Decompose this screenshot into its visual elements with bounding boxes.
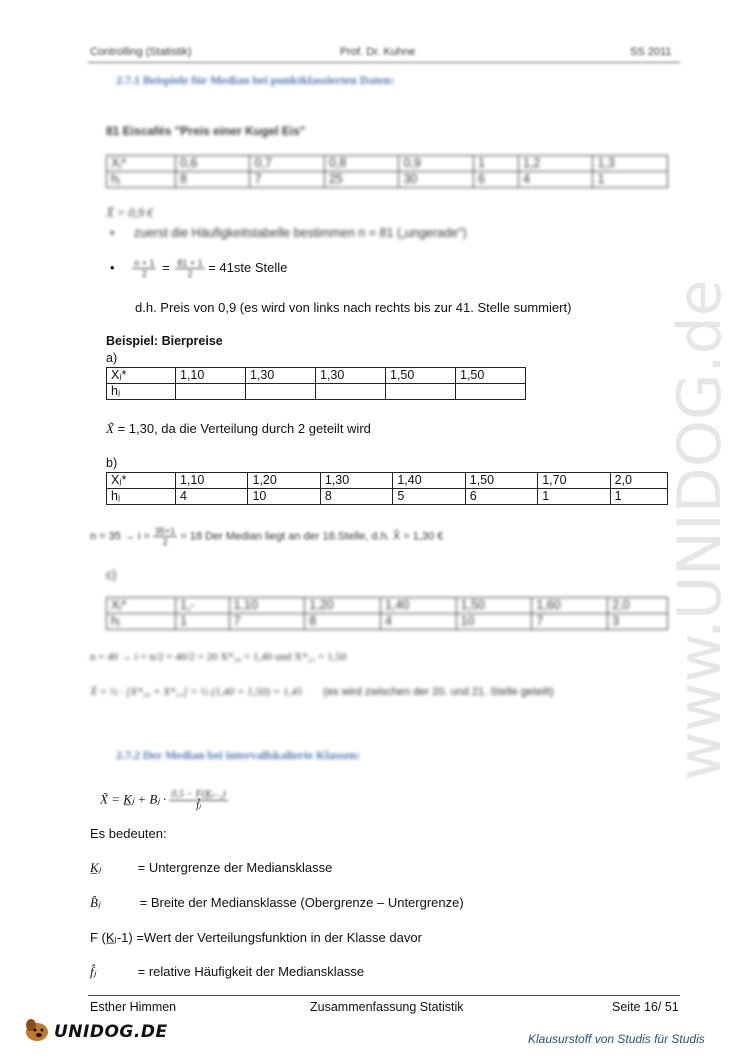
header-rule — [88, 62, 680, 63]
table-cell: 1,50 — [386, 368, 456, 384]
bier-c-table — [106, 597, 668, 630]
table-cell: 1 — [610, 489, 667, 505]
bullet-dot: • — [110, 226, 115, 240]
table-row — [107, 156, 668, 172]
bier-c-formula: X̃ = ½ · [X*₂₀ + X*₂₁] = ½ (1,40 + 1,50) = 1,45 — [90, 686, 303, 698]
table-cell: 7 — [532, 614, 608, 630]
dog-logo-icon — [22, 1016, 52, 1044]
median-symbol: X̃ — [106, 421, 114, 436]
table-cell: 4 — [380, 614, 456, 630]
formula-num: 0,5 − F(K̲ⱼ₋₁) — [171, 789, 226, 800]
table-cell: 1,50 — [465, 473, 537, 489]
bier-b-result — [90, 526, 443, 547]
table-cell: 1,20 — [248, 473, 320, 489]
formula-left: X̃ = K̲ⱼ + Bⱼ · — [100, 791, 167, 807]
bullet-2 — [110, 258, 287, 279]
table-row — [107, 368, 526, 384]
table-cell — [176, 384, 246, 400]
table-cell: 1 — [176, 614, 230, 630]
bier-a-table — [106, 367, 526, 400]
def-row — [90, 930, 422, 946]
table-row — [107, 172, 668, 188]
table-cell: 1,3 — [593, 156, 668, 172]
formula-fraction — [169, 790, 227, 811]
bier-c-line1: n = 40 → i = n/2 = 40/2 = 20 X*₂₀ = 1,40 und X*₂₁ = 1,50 — [90, 651, 347, 663]
def-symbol: f̂ⱼ — [90, 964, 96, 979]
table-cell — [246, 384, 316, 400]
def-text: = Breite der Mediansklasse (Obergrenze – Untergrenze) — [139, 895, 464, 910]
bier-title: Beispiel: Bierpreise — [106, 334, 223, 348]
table-cell: 1,40 — [393, 473, 465, 489]
def-row — [90, 964, 364, 980]
table-row — [107, 384, 526, 400]
def-text: =Wert der Verteilungsfunktion in der Klasse davor — [136, 930, 422, 945]
table-cell: 1,50 — [456, 598, 532, 614]
bullet-1-text: zuerst die Häufigkeitstabelle bestimmen n = 81 („ungerade") — [133, 226, 467, 240]
table-cell: 8 — [176, 172, 250, 188]
bullet-2-suffix: = 41ste Stelle — [208, 259, 288, 275]
table-cell: 1 — [473, 156, 518, 172]
table-cell: 25 — [324, 172, 398, 188]
table-cell: 1,10 — [176, 473, 248, 489]
eiscafe-result: X̃ = 0,9 € — [106, 206, 154, 220]
bier-c-label: c) — [106, 568, 117, 582]
row-label: hⱼ — [107, 614, 176, 630]
table-cell — [456, 384, 526, 400]
table-cell: 0,6 — [176, 156, 250, 172]
table-cell: 1,20 — [305, 598, 381, 614]
def-row — [90, 860, 332, 876]
fraction-1-num: n + 1 — [134, 258, 155, 268]
table-cell: 30 — [399, 172, 473, 188]
table-cell: 1,10 — [229, 598, 305, 614]
row-label: hⱼ — [107, 172, 176, 188]
eiscafe-note: d.h. Preis von 0,9 (es wird von links nach rechts bis zur 41. Stelle summiert) — [135, 300, 572, 315]
table-row — [107, 473, 668, 489]
footer-center: Zusammenfassung Statistik — [310, 1000, 464, 1014]
bier-c-line2 — [90, 686, 554, 698]
table-cell: 1,30 — [320, 473, 392, 489]
fraction-2-num: 81 + 1 — [177, 258, 203, 268]
table-row — [107, 489, 668, 505]
table-cell: 1,40 — [380, 598, 456, 614]
footer-tagline: Klausurstoff von Studis für Studis — [528, 1032, 705, 1046]
table-cell: 0,8 — [324, 156, 398, 172]
fraction-2-den: 2 — [187, 269, 193, 279]
table-row — [107, 598, 668, 614]
table-cell: 1,30 — [246, 368, 316, 384]
bier-b-num: 35+1 — [155, 526, 176, 536]
table-cell: 6 — [473, 172, 518, 188]
table-cell: 2,0 — [610, 473, 667, 489]
table-cell: 0,7 — [250, 156, 324, 172]
formula-den: f̂ⱼ — [196, 800, 201, 811]
footer-left: Esther Himmen — [90, 1000, 177, 1014]
bier-b-prefix: n = 35 → i = — [90, 530, 150, 543]
table-cell: 1,- — [176, 598, 230, 614]
section-heading-272: 2.7.2 Der Median bei intervallskalierte Klassen: — [116, 748, 361, 762]
table-cell: 1,10 — [176, 368, 246, 384]
header-center: Prof. Dr. Kuhne — [340, 46, 416, 58]
table-cell: 5 — [393, 489, 465, 505]
median-interval-formula — [100, 790, 228, 811]
table-cell: 1 — [593, 172, 668, 188]
table-cell: 6 — [465, 489, 537, 505]
bier-b-den: 2 — [162, 537, 168, 547]
table-cell: 1,30 — [316, 368, 386, 384]
table-row — [107, 614, 668, 630]
row-label: Xⱼ* — [107, 156, 176, 172]
table-cell: 1,50 — [456, 368, 526, 384]
bier-a-result-text: = 1,30, da die Verteilung durch 2 geteilt wird — [117, 421, 371, 436]
header-right: SS 2011 — [630, 46, 672, 58]
row-label: Xⱼ* — [107, 473, 176, 489]
eiscafe-table — [106, 155, 668, 188]
row-label: Xⱼ* — [107, 598, 176, 614]
row-label: hⱼ — [107, 384, 176, 400]
section-heading-271: 2.7.1 Beispiele für Median bei punktklassierten Daten: — [116, 73, 395, 87]
def-row — [90, 895, 464, 911]
bier-c-note: (es wird zwischen der 20. und 21. Stelle geteilt) — [323, 686, 554, 698]
table-cell: 4 — [518, 172, 592, 188]
bier-b-suffix: = 18 Der Median liegt an der 18.Stelle, d.h. X̃ = 1,30 € — [180, 530, 444, 543]
equals-sign: = — [162, 259, 170, 275]
logo-text: UNIDOG.DE — [54, 1022, 168, 1042]
table-cell: 2,0 — [608, 598, 668, 614]
row-label: Xⱼ* — [107, 368, 176, 384]
footer-right: Seite 16/ 51 — [612, 1000, 679, 1014]
bier-b-table — [106, 472, 668, 505]
bier-a-label: a) — [106, 351, 118, 365]
watermark: www.UNIDOG.de — [665, 279, 735, 781]
def-text: = Untergrenze der Mediansklasse — [137, 860, 333, 875]
table-cell: 8 — [320, 489, 392, 505]
table-cell — [316, 384, 386, 400]
fraction-1-den: 2 — [141, 269, 147, 279]
table-cell: 7 — [250, 172, 324, 188]
footer-rule — [88, 995, 680, 996]
def-text: = relative Häufigkeit der Mediansklasse — [137, 964, 365, 979]
table-cell: 1,2 — [518, 156, 592, 172]
bier-a-result — [106, 421, 371, 437]
bullet-1 — [110, 226, 467, 240]
bier-b-fraction — [153, 526, 177, 547]
table-cell: 3 — [608, 614, 668, 630]
def-symbol: F (K̲ⱼ-1) — [90, 930, 133, 945]
table-cell — [386, 384, 456, 400]
bier-b-label: b) — [106, 456, 118, 470]
table-cell: 1 — [538, 489, 610, 505]
table-cell: 4 — [176, 489, 248, 505]
fraction-1 — [132, 258, 156, 279]
bullet-dot: • — [110, 259, 115, 275]
es-bedeuten: Es bedeuten: — [90, 826, 167, 841]
example-title-eiscafe: 81 Eiscafés "Preis einer Kugel Eis" — [106, 124, 306, 138]
table-cell: 1,60 — [532, 598, 608, 614]
row-label: hⱼ — [107, 489, 176, 505]
table-cell: 1,70 — [538, 473, 610, 489]
def-symbol: K̲ⱼ — [90, 860, 101, 875]
fraction-2 — [175, 258, 204, 279]
table-cell: 0,9 — [399, 156, 473, 172]
def-symbol: B̂ⱼ — [90, 895, 101, 910]
header-left: Controlling (Statistik) — [90, 46, 192, 58]
table-cell: 8 — [305, 614, 381, 630]
table-cell: 10 — [456, 614, 532, 630]
table-cell: 10 — [248, 489, 320, 505]
table-cell: 7 — [229, 614, 305, 630]
